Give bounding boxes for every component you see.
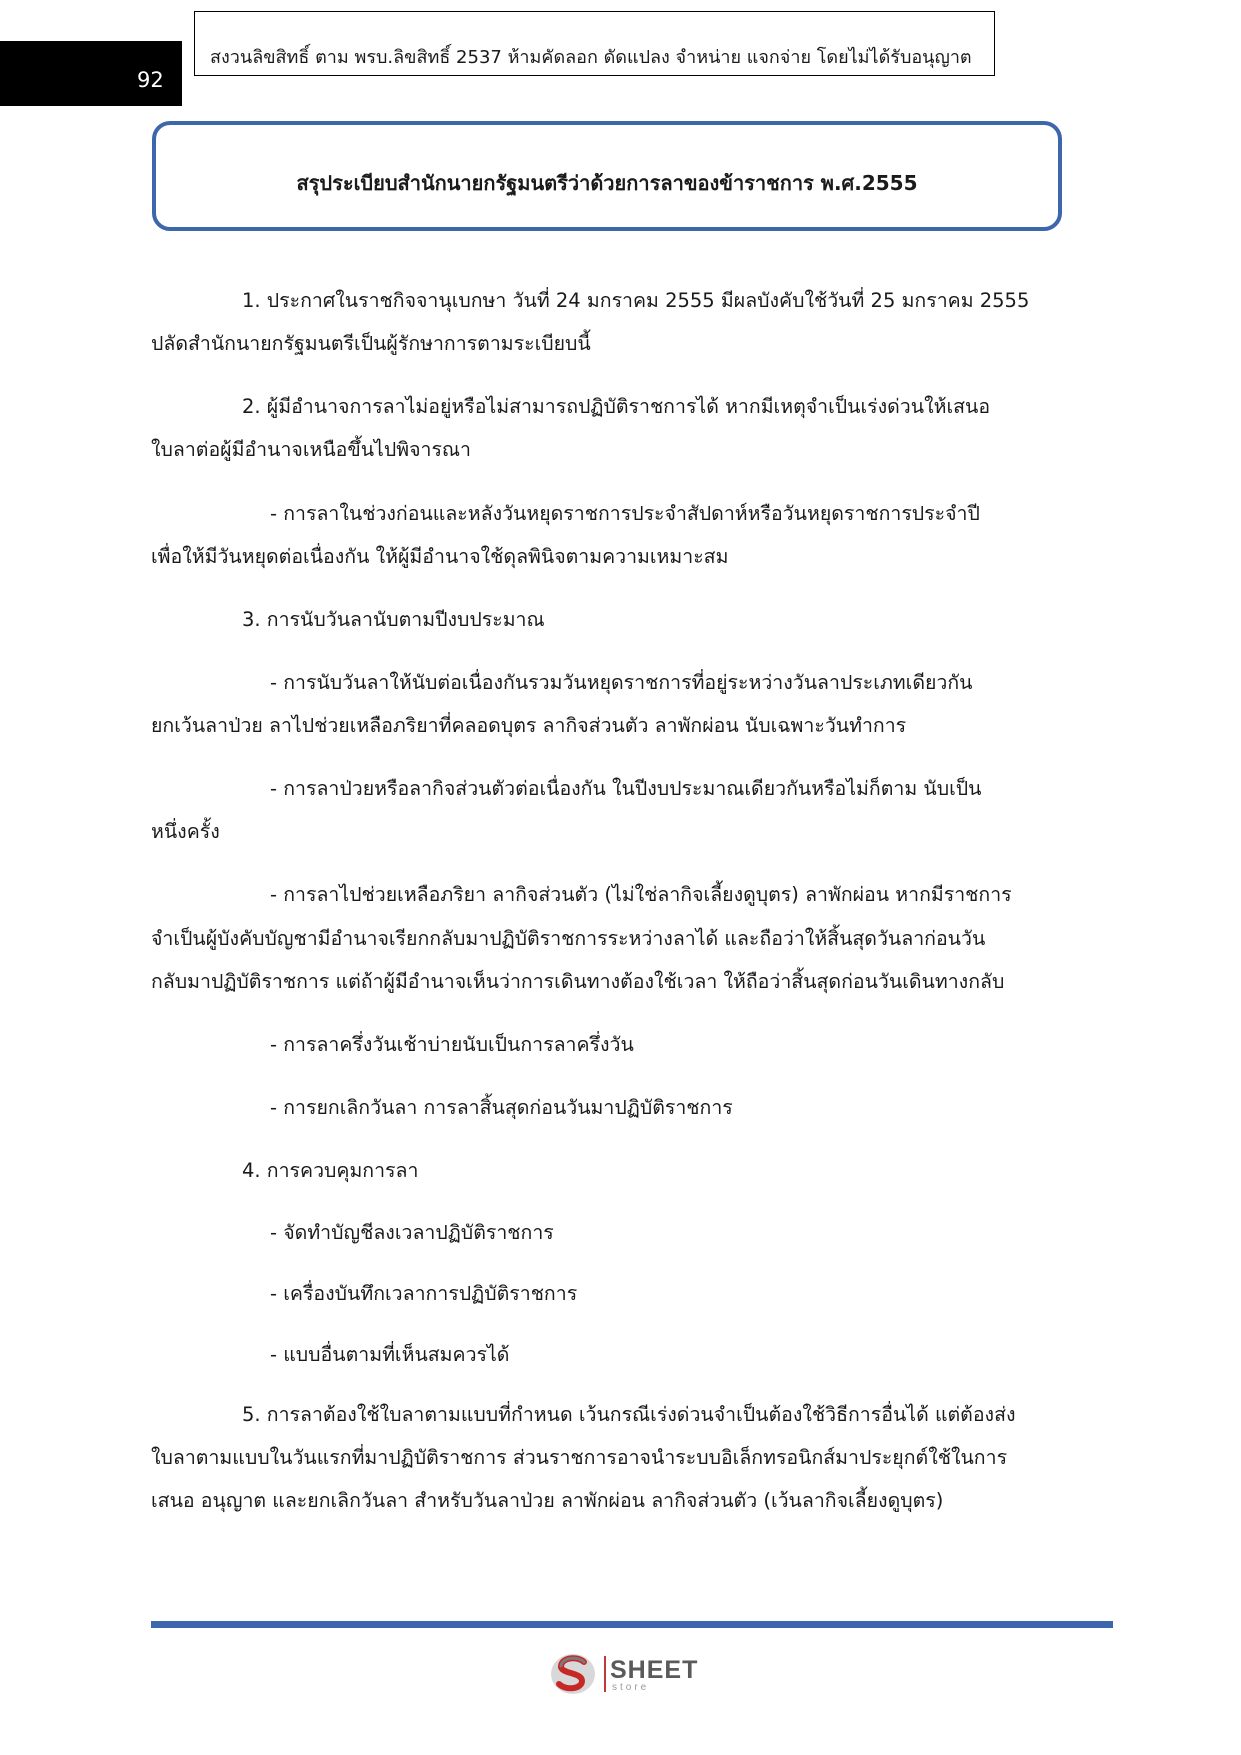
body-line: - การนับวันลาให้นับต่อเนื่องกันรวมวันหยุดราชการที่อยู่ระหว่างวันลาประเภทเดียวกัน [270, 671, 973, 694]
body-line: 1. ประกาศในราชกิจจานุเบกษา วันที่ 24 มกราคม 2555 มีผลบังคับใช้วันที่ 25 มกราคม 2555 [242, 289, 1030, 312]
body-line: หนึ่งครั้ง [151, 820, 220, 843]
body-line: ใบลาต่อผู้มีอำนาจเหนือขึ้นไปพิจารณา [151, 438, 471, 461]
body-line: - การลาไปช่วยเหลือภริยา ลากิจส่วนตัว (ไม่ใช่ลากิจเลี้ยงดูบุตร) ลาพักผ่อน หากมีราชการ [270, 883, 1012, 906]
footer-divider [151, 1621, 1113, 1628]
body-line: - การลาครึ่งวันเช้าบ่ายนับเป็นการลาครึ่งวัน [270, 1033, 634, 1056]
logo-divider [604, 1656, 606, 1692]
body-line: - การยกเลิกวันลา การลาสิ้นสุดก่อนวันมาปฏิบัติราชการ [270, 1096, 733, 1119]
body-line: ใบลาตามแบบในวันแรกที่มาปฏิบัติราชการ ส่วนราชการอาจนำระบบอิเล็กทรอนิกส์มาประยุกต์ใช้ในการ [151, 1446, 1008, 1469]
body-line: 2. ผู้มีอำนาจการลาไม่อยู่หรือไม่สามารถปฏิบัติราชการได้ หากมีเหตุจำเป็นเร่งด่วนให้เสนอ [242, 395, 991, 418]
page-number: 92 [137, 68, 164, 92]
body-line: 5. การลาต้องใช้ใบลาตามแบบที่กำหนด เว้นกรณีเร่งด่วนจำเป็นต้องใช้วิธีการอื่นได้ แต่ต้องส่ง [242, 1403, 1016, 1426]
body-line: - จัดทำบัญชีลงเวลาปฏิบัติราชการ [270, 1221, 554, 1244]
body-line: เสนอ อนุญาต และยกเลิกวันลา สำหรับวันลาป่วย ลาพักผ่อน ลากิจส่วนตัว (เว้นลากิจเลี้ยงดูบุตร) [151, 1489, 944, 1512]
body-line: กลับมาปฏิบัติราชการ แต่ถ้าผู้มีอำนาจเห็นว่าการเดินทางต้องใช้เวลา ให้ถือว่าสิ้นสุดก่อนวันเดินทางกลับ [151, 970, 1005, 993]
body-line: 3. การนับวันลานับตามปีงบประมาณ [242, 608, 545, 631]
logo-text: SHEET [610, 1656, 699, 1684]
body-line: - การลาในช่วงก่อนและหลังวันหยุดราชการประจำสัปดาห์หรือวันหยุดราชการประจำปี [270, 502, 980, 525]
logo-s-icon [548, 1650, 600, 1698]
body-line: ยกเว้นลาป่วย ลาไปช่วยเหลือภริยาที่คลอดบุตร ลากิจส่วนตัว ลาพักผ่อน นับเฉพาะวันทำการ [151, 714, 907, 737]
body-line: 4. การควบคุมการลา [242, 1159, 419, 1182]
logo-subtext: store [612, 1682, 650, 1693]
body-line: - แบบอื่นตามที่เห็นสมควรได้ [270, 1343, 510, 1366]
body-line: - การลาป่วยหรือลากิจส่วนตัวต่อเนื่องกัน ในปีงบประมาณเดียวกันหรือไม่ก็ตาม นับเป็น [270, 777, 982, 800]
body-line: ปลัดสำนักนายกรัฐมนตรีเป็นผู้รักษาการตามระเบียบนี้ [151, 332, 591, 355]
sheet-store-logo [548, 1650, 708, 1700]
body-line: จำเป็นผู้บังคับบัญชามีอำนาจเรียกกลับมาปฏิบัติราชการระหว่างลาได้ และถือว่าให้สิ้นสุดวันลาก่อนวัน [151, 927, 986, 950]
copyright-notice: สงวนลิขสิทธิ์ ตาม พรบ.ลิขสิทธิ์ 2537 ห้ามคัดลอก ดัดแปลง จำหน่าย แจกจ่าย โดยไม่ได้รับอนุญาต [210, 47, 972, 68]
body-line: เพื่อให้มีวันหยุดต่อเนื่องกัน ให้ผู้มีอำนาจใช้ดุลพินิจตามความเหมาะสม [151, 545, 729, 568]
body-line: - เครื่องบันทึกเวลาการปฏิบัติราชการ [270, 1282, 578, 1305]
title-box [152, 121, 1062, 231]
page-title: สรุประเบียบสำนักนายกรัฐมนตรีว่าด้วยการลาของข้าราชการ พ.ศ.2555 [296, 171, 918, 195]
